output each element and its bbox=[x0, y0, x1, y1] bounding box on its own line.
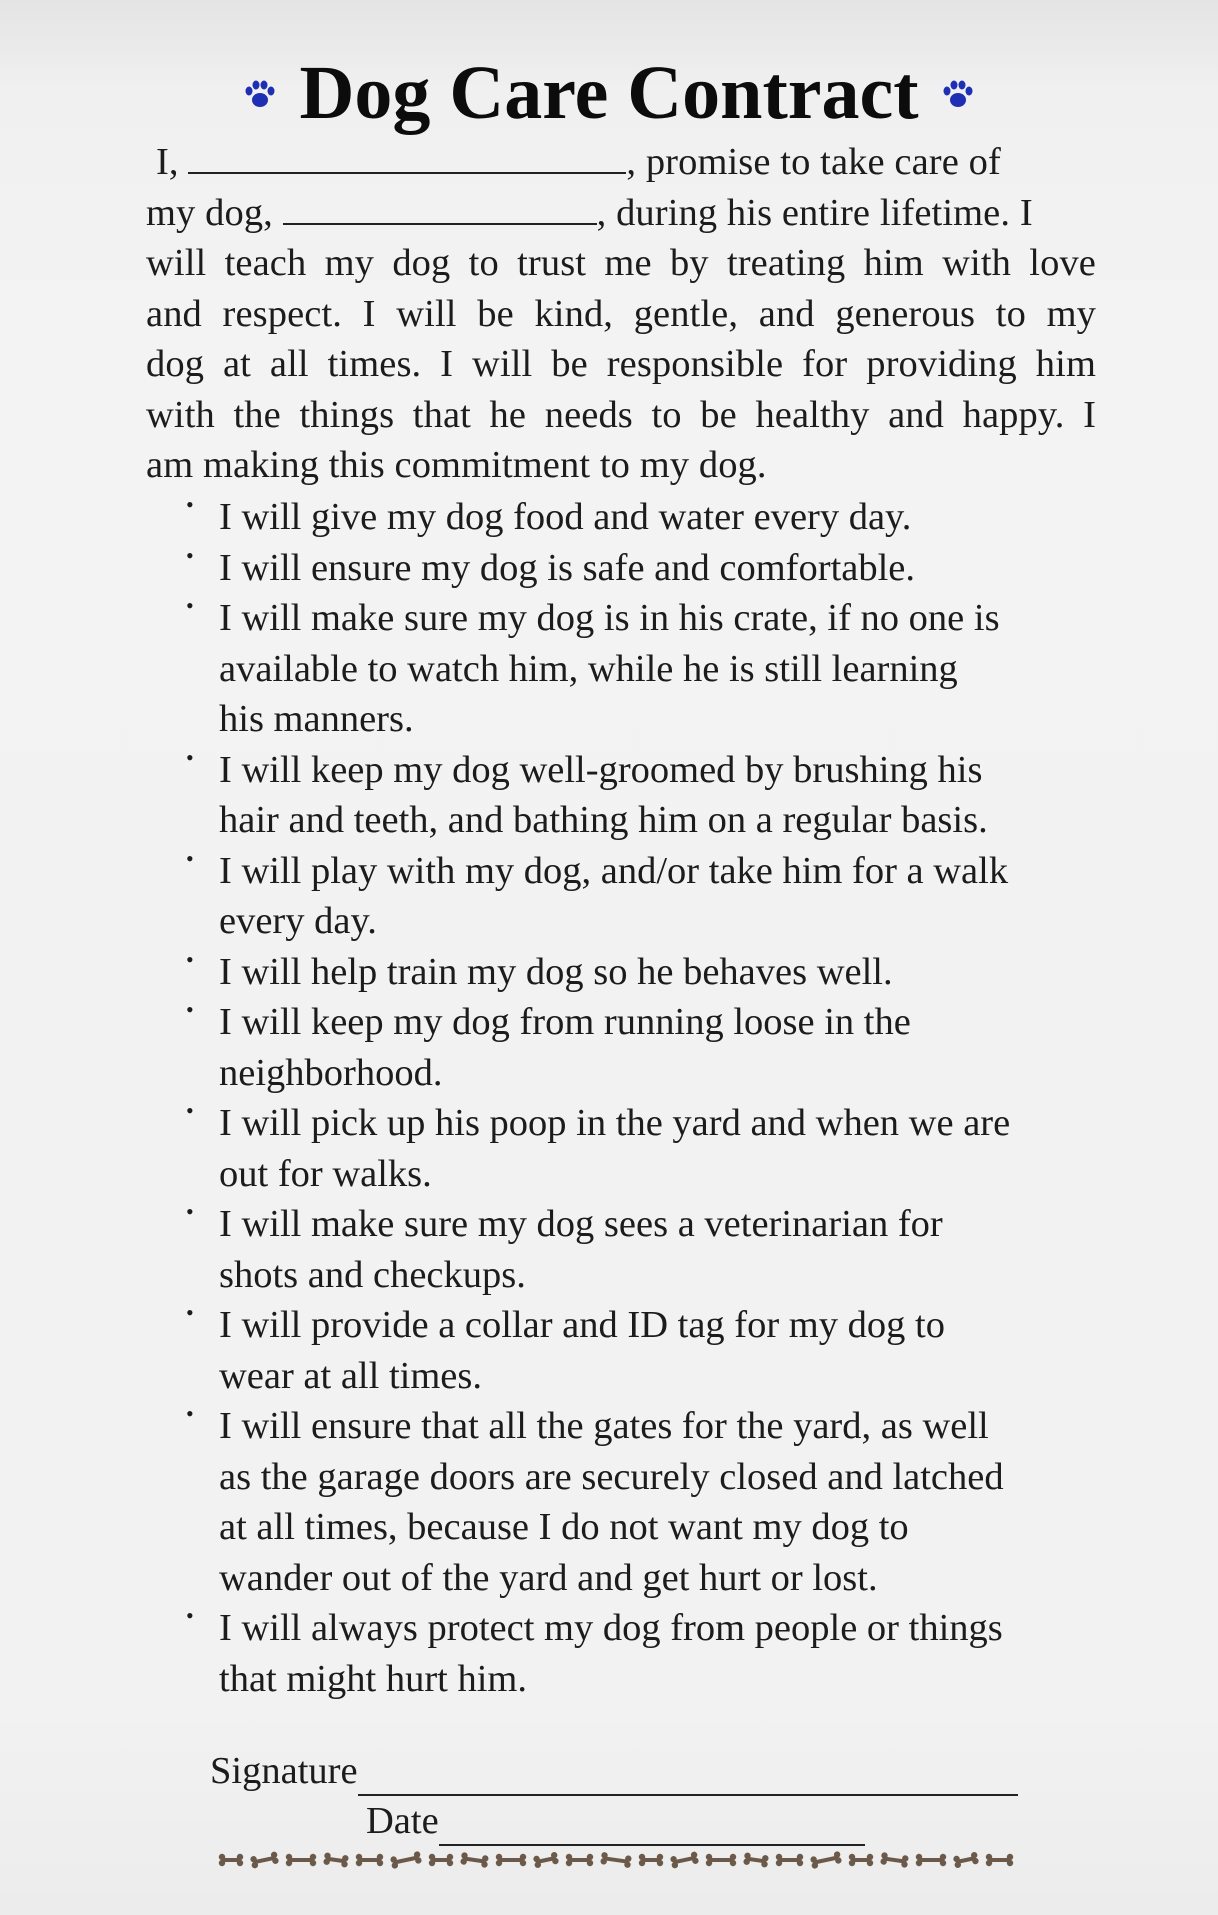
dog-name-blank[interactable] bbox=[283, 193, 597, 225]
bone-icon bbox=[639, 1854, 663, 1866]
commitment-line: I will help train my dog so he behaves well. bbox=[219, 950, 893, 993]
bone-icon bbox=[566, 1854, 593, 1866]
intro-paragraph bbox=[146, 137, 1096, 491]
bone-icon bbox=[743, 1852, 769, 1868]
bullet-icon: • bbox=[186, 744, 194, 770]
bone-icon bbox=[810, 1851, 842, 1869]
commitment-item bbox=[183, 846, 1113, 947]
bone-icon bbox=[533, 1851, 559, 1868]
intro-line-1: I, , promise to take care of bbox=[156, 141, 1001, 183]
bone-icon bbox=[986, 1854, 1013, 1866]
bullet-icon: • bbox=[186, 1401, 194, 1426]
commitment-line: hair and teeth, and bathing him on a regular basis. bbox=[219, 799, 988, 841]
signature-field[interactable] bbox=[358, 1764, 1018, 1796]
commitment-line: I will keep my dog from running loose in the bbox=[219, 1001, 911, 1043]
intro-line-2: my dog, , during his entire lifetime. I bbox=[146, 191, 1033, 234]
commitment-line: I will ensure that all the gates for the yard, as well bbox=[219, 1405, 989, 1447]
bone-icon bbox=[250, 1851, 279, 1869]
commitment-line: I will keep my dog well-groomed by brushing his bbox=[219, 748, 983, 791]
commitment-line: I will make sure my dog is in his crate, if no one is bbox=[219, 597, 1000, 639]
paw-print-icon-left bbox=[243, 78, 277, 112]
commitment-line: wander out of the yard and get hurt or lost. bbox=[219, 1556, 878, 1599]
commitment-line: I will make sure my dog sees a veterinarian for bbox=[219, 1203, 943, 1245]
commitment-item bbox=[183, 593, 1113, 745]
bone-icon bbox=[286, 1854, 316, 1866]
bone-icon bbox=[880, 1852, 909, 1868]
bone-icon bbox=[356, 1854, 383, 1866]
commitment-line: as the garage doors are securely closed and latched bbox=[219, 1455, 1004, 1498]
commitment-line: I will ensure my dog is safe and comfortable. bbox=[219, 546, 916, 589]
bone-icon bbox=[323, 1852, 349, 1868]
dog-bone-border bbox=[218, 1850, 1026, 1870]
commitment-item bbox=[183, 947, 1113, 998]
intro-line-7: am making this commitment to my dog. bbox=[146, 444, 767, 486]
bullet-icon: • bbox=[186, 946, 194, 972]
commitment-line: shots and checkups. bbox=[219, 1253, 526, 1296]
bone-icon bbox=[219, 1854, 243, 1866]
signature-row bbox=[210, 1746, 1018, 1796]
commitment-item bbox=[183, 543, 1113, 594]
bone-icon bbox=[460, 1852, 489, 1868]
commitment-item bbox=[183, 1098, 1113, 1199]
commitment-item bbox=[183, 1199, 1113, 1300]
commitment-item bbox=[183, 1401, 1113, 1603]
bone-icon bbox=[706, 1854, 736, 1866]
date-field[interactable] bbox=[439, 1814, 865, 1846]
owner-name-blank[interactable] bbox=[188, 142, 626, 174]
commitment-line: neighborhood. bbox=[219, 1051, 443, 1094]
commitment-line: I will always protect my dog from people or things bbox=[219, 1607, 1003, 1649]
intro-line-3: will teach my dog to trust me by treating him with love bbox=[146, 242, 1096, 284]
date-label: Date bbox=[366, 1800, 439, 1842]
paw-print-icon-right bbox=[941, 78, 975, 112]
commitment-line: every day. bbox=[219, 900, 377, 942]
bullet-icon: • bbox=[186, 593, 194, 618]
bullet-icon: • bbox=[186, 1098, 194, 1123]
bullet-icon: • bbox=[186, 1199, 194, 1224]
commitment-item bbox=[183, 1300, 1113, 1401]
commitment-line: I will play with my dog, and/or take him for a walk bbox=[219, 849, 1009, 892]
commitment-line: wear at all times. bbox=[219, 1354, 482, 1397]
commitment-list bbox=[183, 492, 1113, 1704]
bone-icon bbox=[600, 1852, 632, 1869]
commitment-line: available to watch him, while he is still learning bbox=[219, 647, 958, 690]
bullet-icon: • bbox=[186, 1300, 194, 1325]
bone-icon bbox=[916, 1854, 946, 1866]
commitment-line: that might hurt him. bbox=[219, 1657, 527, 1700]
commitment-item bbox=[183, 997, 1113, 1098]
page-title: Dog Care Contract bbox=[299, 51, 919, 135]
bone-icon bbox=[953, 1851, 979, 1868]
bullet-icon: • bbox=[186, 492, 194, 517]
intro-line-4: and respect. I will be kind, gentle, and generous to my bbox=[146, 292, 1096, 335]
commitment-item bbox=[183, 745, 1113, 846]
commitment-line: his manners. bbox=[219, 698, 414, 740]
intro-line-5: dog at all times. I will be responsible for providing him bbox=[146, 343, 1096, 385]
bone-icon bbox=[429, 1854, 453, 1866]
commitment-item bbox=[183, 1603, 1113, 1704]
commitment-line: out for walks. bbox=[219, 1152, 432, 1195]
bullet-icon: • bbox=[186, 997, 194, 1022]
bone-icon bbox=[670, 1851, 699, 1869]
bone-icon bbox=[849, 1854, 873, 1866]
date-row bbox=[366, 1796, 1018, 1846]
commitment-line: I will give my dog food and water every day. bbox=[219, 496, 912, 538]
signature-label: Signature bbox=[210, 1750, 358, 1792]
bone-icon bbox=[496, 1854, 526, 1866]
title-row bbox=[0, 48, 1218, 138]
bullet-icon: • bbox=[186, 1603, 194, 1628]
bone-icon bbox=[776, 1854, 803, 1866]
commitment-line: I will pick up his poop in the yard and when we are bbox=[219, 1102, 1011, 1144]
intro-line-6: with the things that he needs to be healthy and happy. I bbox=[146, 393, 1096, 436]
commitment-line: at all times, because I do not want my dog to bbox=[219, 1506, 909, 1548]
bullet-icon: • bbox=[186, 845, 194, 871]
commitment-line: I will provide a collar and ID tag for my dog to bbox=[219, 1304, 945, 1346]
signature-block bbox=[210, 1746, 1018, 1846]
commitment-item bbox=[183, 492, 1113, 543]
bone-icon bbox=[390, 1851, 422, 1869]
bullet-icon: • bbox=[186, 542, 194, 568]
